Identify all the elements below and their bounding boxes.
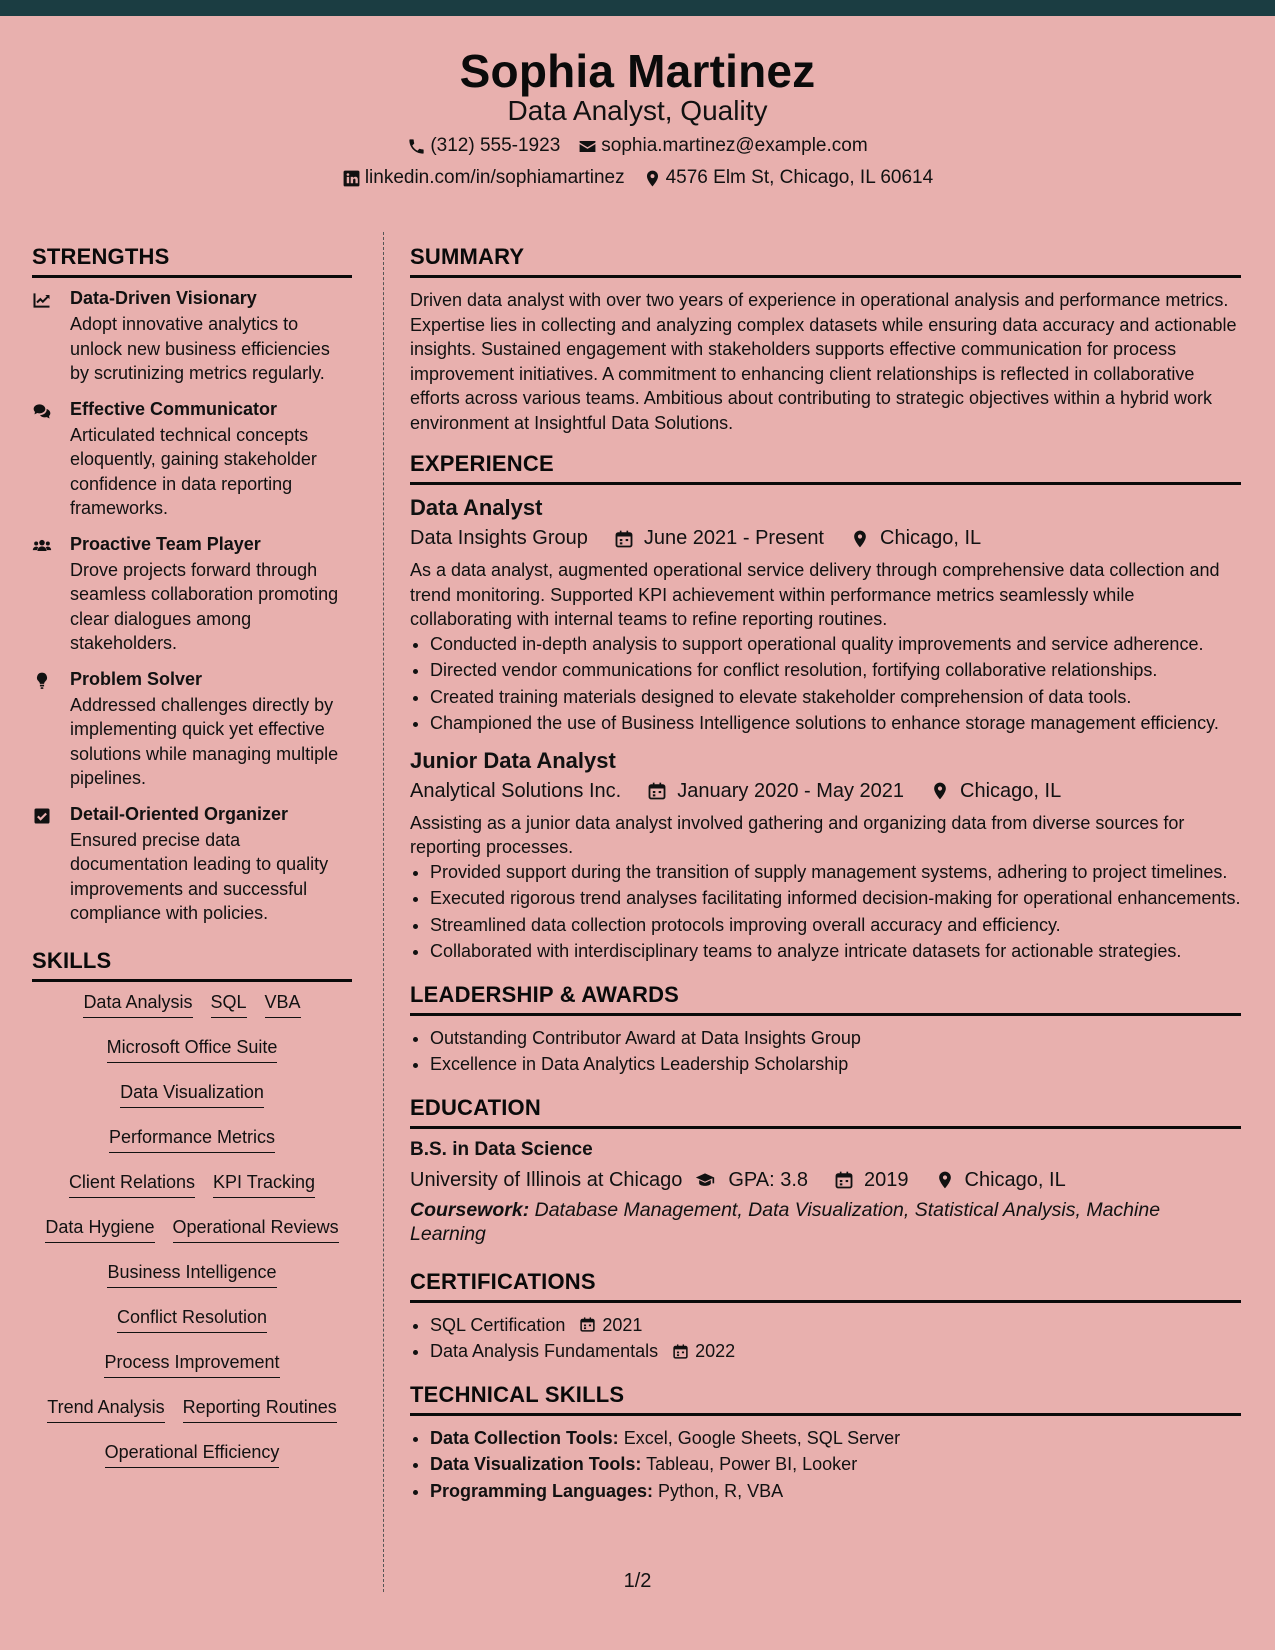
skills-list [32, 992, 352, 1487]
job-company: Data Insights Group [410, 527, 588, 549]
technical-skills-list [410, 1426, 1241, 1504]
strength-title: Proactive Team Player [70, 533, 261, 554]
calendar-icon [614, 529, 634, 549]
linkedin-icon [342, 169, 361, 188]
job-bullet: • Directed vendor communications for conflict resolution, fortifying collaborative relationships. [430, 658, 1241, 683]
skill-tag: Operational Reviews [173, 1217, 339, 1243]
lightbulb-icon [32, 671, 52, 691]
strength-title: Data-Driven Visionary [70, 288, 257, 308]
job-description: Assisting as a junior data analyst involved gathering and organizing data from diverse sources for reporting processes. [410, 812, 1185, 857]
address-text: 4576 Elm St, Chicago, IL 60614 [665, 167, 934, 188]
calendar-icon [834, 1170, 854, 1190]
calendar-icon [647, 781, 667, 801]
skills-heading: SKILLS [32, 948, 352, 982]
graduation-cap-icon [692, 1170, 718, 1190]
left-column [32, 244, 352, 1487]
job-meta [410, 527, 1241, 550]
top-accent-bar [0, 0, 1275, 16]
strength-item [32, 288, 352, 386]
map-marker-icon [935, 1170, 955, 1190]
job-bullet: • Championed the use of Business Intelligence solutions to enhance storage management efficiency. [430, 711, 1241, 736]
award-item: • Outstanding Contributor Award at Data Insights Group [430, 1026, 1241, 1051]
job-location: Chicago, IL [960, 779, 1062, 802]
coursework-label: Coursework: [410, 1198, 530, 1221]
tech-skill-label: Programming Languages: [430, 1480, 654, 1501]
tech-skill-item [430, 1452, 1241, 1477]
job-bullet: • Conducted in-depth analysis to support operational quality improvements and service adherence. [430, 632, 1241, 657]
skill-tag: Data Analysis [83, 992, 192, 1018]
summary-text: Driven data analyst with over two years of experience in operational analysis and performance metrics. Expertise lies in collecting and analyzing complex datasets while ensuring data accuracy and actionable insights. Sustained engagement with stakeholders supports effective communication for process improvement initiatives. A commitment to enhancing client relationships is reflected in collaborative efforts across various teams. Ambitious about contributing to strategic objectives within a hybrid work environment at Insightful Data Solutions. [410, 290, 1237, 433]
email-contact[interactable] [578, 135, 867, 157]
strength-title: Detail-Oriented Organizer [70, 803, 289, 824]
job-location: Chicago, IL [880, 527, 982, 549]
certifications-list [410, 1313, 1241, 1364]
strength-title: Problem Solver [70, 668, 203, 689]
users-icon [32, 536, 52, 556]
skill-tag: Microsoft Office Suite [107, 1037, 278, 1063]
strength-item [32, 399, 352, 521]
strength-desc: Addressed challenges directly by implementing quick yet effective solutions while managing multiple pipelines. [70, 694, 339, 788]
strength-item [32, 804, 352, 926]
resume-header [0, 16, 1275, 204]
phone-text: (312) 555-1923 [430, 135, 561, 156]
job-dates: January 2020 - May 2021 [677, 779, 905, 802]
tech-skill-item [430, 1479, 1241, 1504]
job-dates: June 2021 - Present [643, 527, 824, 549]
skill-tag: Conflict Resolution [117, 1307, 267, 1333]
coursework-list: Database Management, Data Visualization, Statistical Analysis, Machine Learning [410, 1198, 1161, 1245]
job-meta [410, 780, 1241, 803]
job-bullets [410, 860, 1241, 964]
degree-title: B.S. in Data Science [410, 1138, 593, 1160]
skill-tag: Business Intelligence [107, 1262, 276, 1288]
linkedin-contact[interactable] [342, 167, 625, 189]
tech-skill-value: Python, R, VBA [658, 1480, 784, 1501]
email-text[interactable]: sophia.martinez@example.com [601, 135, 868, 156]
skill-tag: VBA [265, 992, 301, 1018]
job-bullet: • Executed rigorous trend analyses facilitating informed decision-making for operational enhancements. [430, 886, 1241, 911]
job-title: Data Analyst [410, 495, 543, 520]
envelope-icon [578, 137, 597, 156]
skill-tag: Process Improvement [104, 1352, 279, 1378]
leadership-list [410, 1026, 1241, 1077]
strength-title: Effective Communicator [70, 398, 278, 419]
cert-item [430, 1313, 1241, 1338]
contact-row-2 [0, 167, 1275, 189]
address-contact [643, 167, 934, 189]
job-entry [410, 748, 1241, 964]
experience-heading: EXPERIENCE [410, 451, 1241, 485]
skill-tag: Reporting Routines [183, 1397, 337, 1423]
strength-desc: Articulated technical concepts eloquently, gaining stakeholder confidence in data reporting frameworks. [70, 424, 317, 518]
gpa-text: GPA: 3.8 [728, 1168, 809, 1191]
calendar-icon [579, 1316, 596, 1333]
skill-tag: SQL [211, 992, 247, 1018]
phone-icon [407, 137, 426, 156]
coursework [410, 1198, 1241, 1247]
skill-tag: Operational Efficiency [105, 1442, 280, 1468]
candidate-name: Sophia Martinez [459, 45, 816, 97]
strength-desc: Drove projects forward through seamless collaboration promoting clear dialogues among stakeholders. [70, 559, 339, 653]
strength-item [32, 669, 352, 791]
award-item: • Excellence in Data Analytics Leadership Scholarship [430, 1052, 1241, 1077]
skill-tag: Trend Analysis [47, 1397, 164, 1423]
leadership-heading: LEADERSHIP & AWARDS [410, 982, 1241, 1016]
technical-skills-heading: TECHNICAL SKILLS [410, 1382, 1241, 1416]
job-company: Analytical Solutions Inc. [410, 779, 622, 802]
cert-year: 2021 [602, 1314, 643, 1335]
strength-desc: Ensured precise data documentation leading to quality improvements and successful compliance with policies. [70, 829, 329, 923]
school-location: Chicago, IL [964, 1168, 1066, 1191]
cert-name: • Data Analysis Fundamentals [430, 1341, 659, 1361]
job-title: Junior Data Analyst [410, 747, 616, 773]
tech-skill-value: Excel, Google Sheets, SQL Server [623, 1427, 901, 1448]
page-number: 1/2 [623, 1570, 652, 1592]
job-entry [410, 495, 1241, 736]
job-bullet: • Provided support during the transition of supply management systems, adhering to project timelines. [430, 860, 1241, 885]
linkedin-text[interactable]: linkedin.com/in/sophiamartinez [364, 167, 625, 188]
tech-skill-value: Tableau, Power BI, Looker [646, 1454, 858, 1474]
tech-skill-label: Data Collection Tools: [430, 1427, 619, 1448]
skill-tag: Data Visualization [120, 1082, 264, 1108]
job-bullet: • Streamlined data collection protocols improving overall accuracy and efficiency. [430, 913, 1241, 938]
graduation-year: 2019 [864, 1168, 909, 1191]
calendar-icon [672, 1343, 689, 1360]
job-bullet: • Collaborated with interdisciplinary teams to analyze intricate datasets for actionable strategies. [430, 939, 1241, 964]
strength-item [32, 534, 352, 656]
column-divider [383, 232, 384, 1592]
cert-year: 2022 [695, 1341, 736, 1361]
tech-skill-item [430, 1426, 1241, 1451]
map-marker-icon [850, 529, 870, 549]
cert-item [430, 1339, 1241, 1364]
contact-row-1 [0, 135, 1275, 157]
job-bullet: • Created training materials designed to elevate stakeholder comprehension of data tools. [430, 685, 1241, 710]
skill-tag: Performance Metrics [109, 1127, 275, 1153]
education-heading: EDUCATION [410, 1095, 1241, 1129]
phone-contact [407, 135, 560, 157]
cert-name: • SQL Certification [430, 1314, 566, 1335]
right-column [410, 244, 1241, 1505]
tech-skill-label: Data Visualization Tools: [430, 1454, 642, 1474]
strength-desc: Adopt innovative analytics to unlock new business efficiencies by scrutinizing metrics regularly. [70, 314, 330, 383]
job-bullets [410, 632, 1241, 736]
skill-tag: Data Hygiene [45, 1217, 154, 1243]
strengths-heading: STRENGTHS [32, 244, 352, 278]
job-description: As a data analyst, augmented operational service delivery through comprehensive data collection and trend monitoring. Supported KPI achievement within performance metrics seamlessly while collaborating with internal teams to refine reporting routines. [410, 560, 1220, 629]
education-meta [410, 1169, 1241, 1192]
chart-line-icon [32, 290, 52, 310]
skill-tag: KPI Tracking [213, 1172, 315, 1198]
map-marker-icon [930, 781, 950, 801]
candidate-role: Data Analyst, Quality [507, 95, 768, 126]
checkbox-icon [32, 806, 52, 826]
map-marker-icon [643, 169, 662, 188]
certifications-heading: CERTIFICATIONS [410, 1269, 1241, 1303]
school-name: University of Illinois at Chicago [410, 1168, 683, 1191]
comments-icon [32, 401, 52, 421]
summary-heading: SUMMARY [410, 244, 1241, 278]
skill-tag: Client Relations [69, 1172, 195, 1198]
